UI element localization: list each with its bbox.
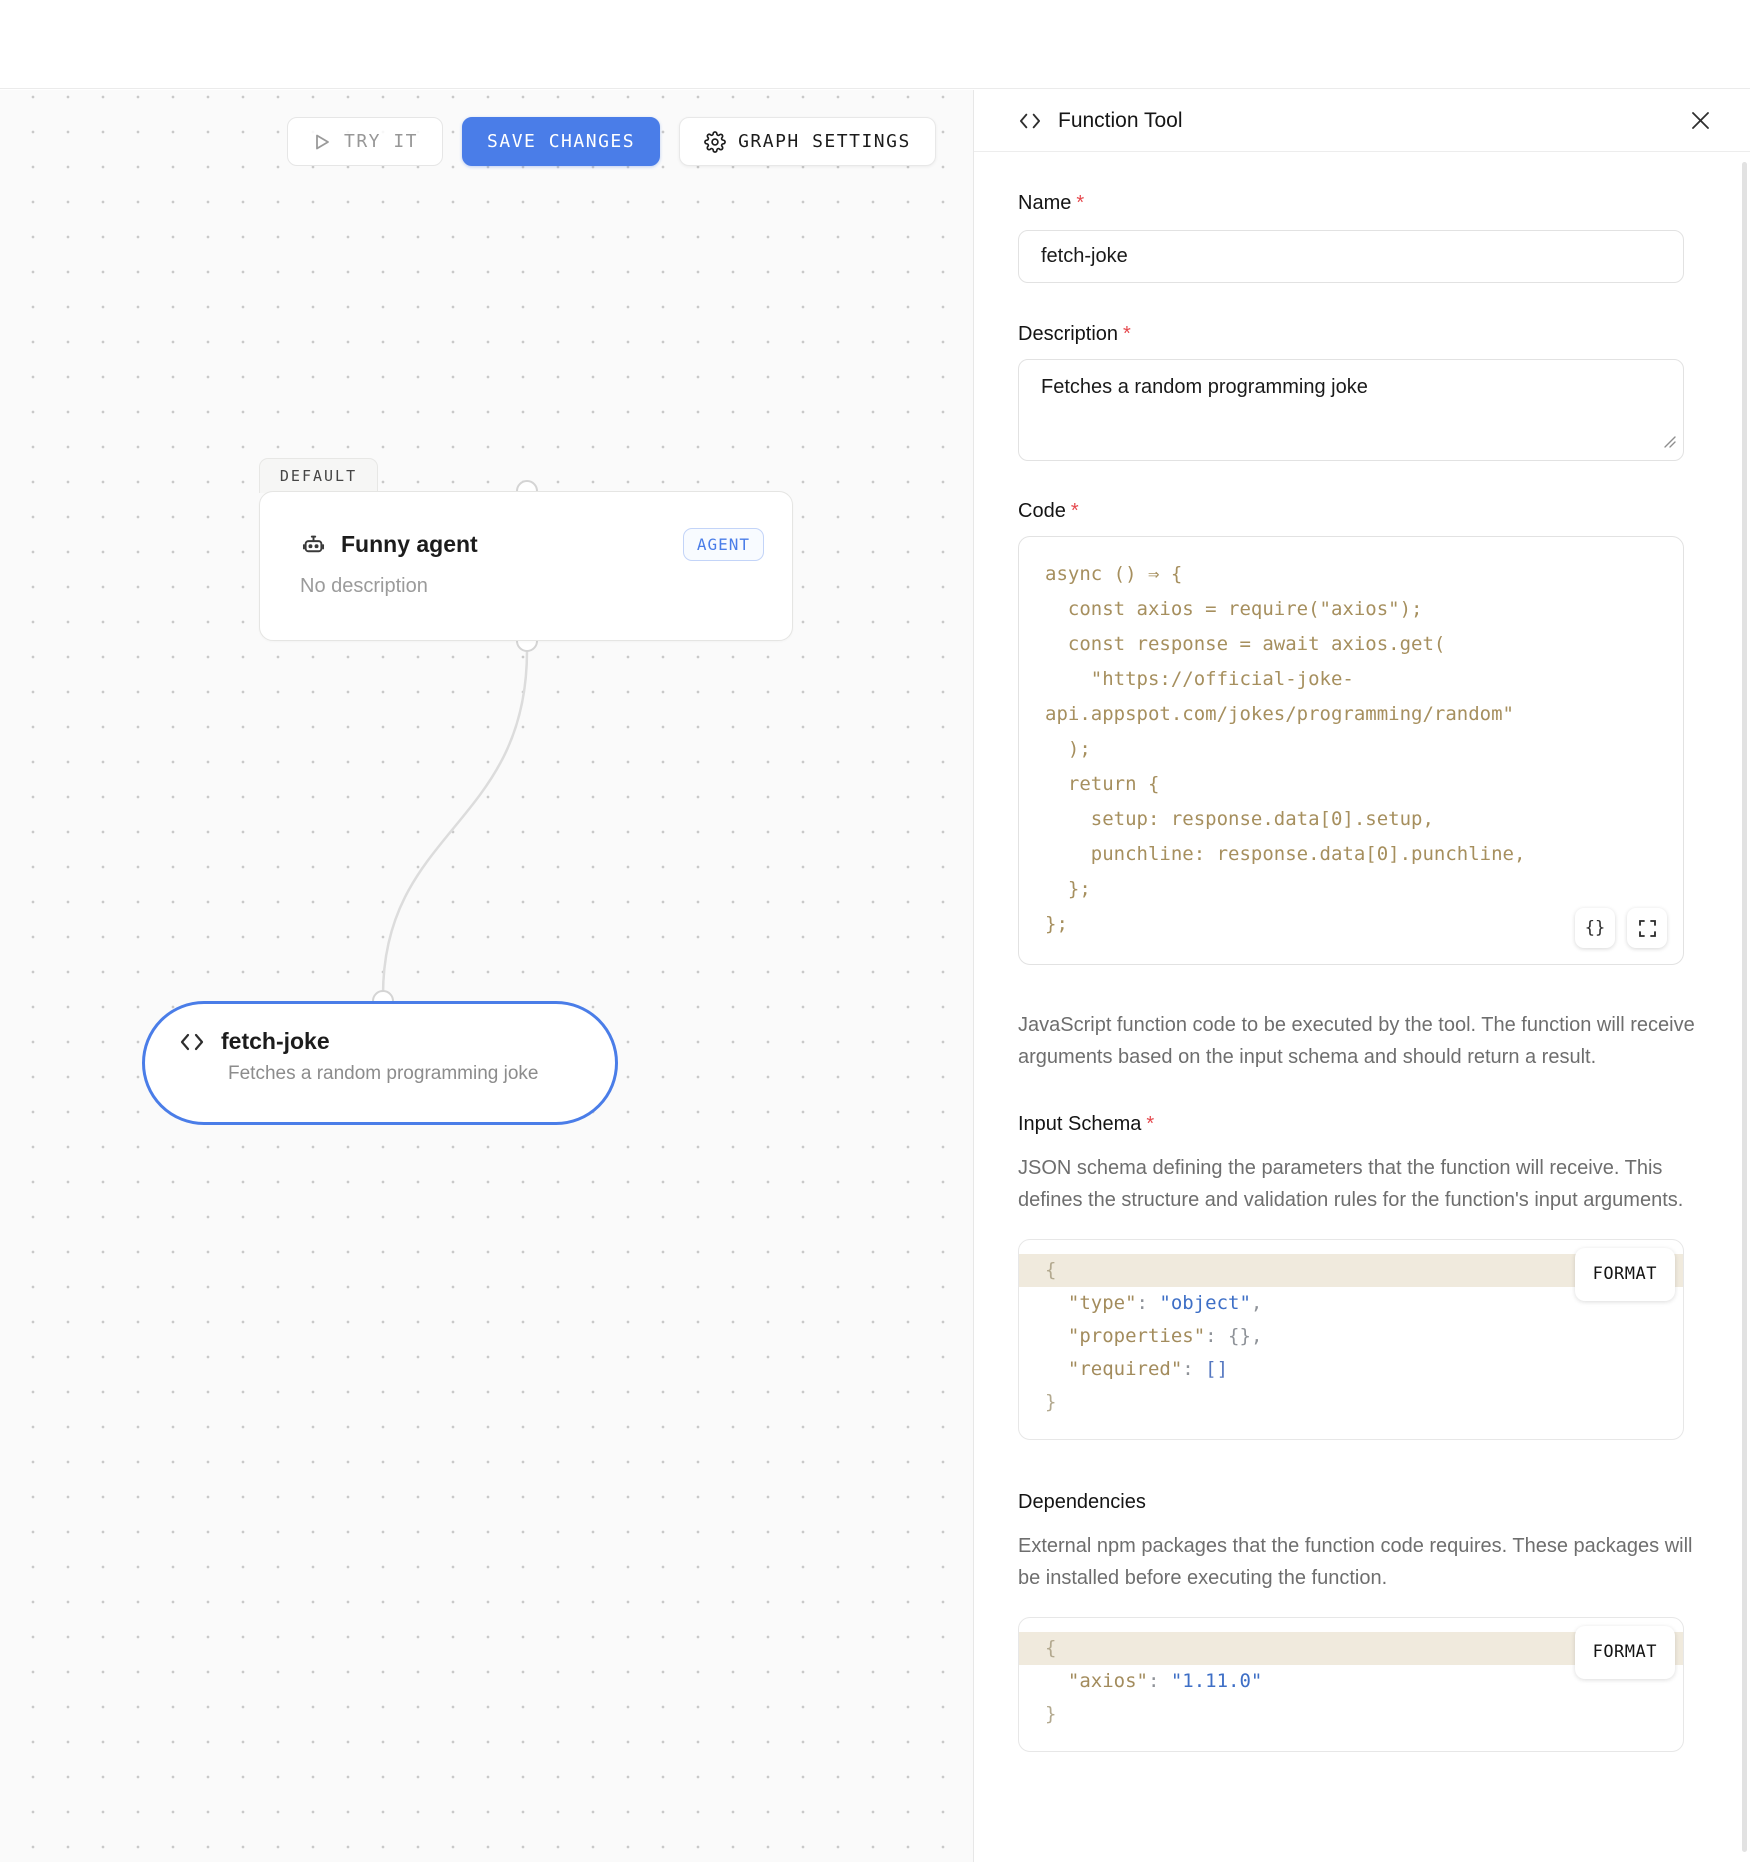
format-button[interactable]: FORMAT (1575, 1626, 1675, 1679)
name-label-text: Name (1018, 192, 1072, 214)
code-editor[interactable]: async () ⇒ { const axios = require("axios"); const response = await axios.get( "https://official-joke- api.appspot.com/jokes/programming/random" ); return { setup: response.data[0].setup, punchline: response.data[0].punchline, }; }; {} (1018, 536, 1684, 965)
name-field-label (1018, 192, 1710, 215)
braces-format-button[interactable]: {} (1575, 908, 1615, 948)
description-field-label (1018, 323, 1710, 346)
input-schema-label-text: Input Schema (1018, 1113, 1142, 1135)
top-bar (0, 0, 1750, 89)
code-field-label (1018, 500, 1710, 523)
canvas-toolbar (287, 117, 936, 166)
panel-header (974, 90, 1750, 152)
expand-fullscreen-button[interactable] (1627, 908, 1667, 948)
panel-body (974, 152, 1750, 1752)
edge-agent-to-tool (383, 651, 527, 995)
gear-icon (704, 131, 726, 153)
save-changes-button[interactable] (462, 117, 660, 166)
close-panel-button[interactable] (1686, 107, 1714, 135)
agent-type-badge: AGENT (683, 528, 764, 561)
edge-layer (0, 90, 973, 1862)
description-label-text: Description (1018, 323, 1119, 345)
description-textarea[interactable] (1018, 359, 1684, 461)
save-changes-label: SAVE CHANGES (487, 131, 636, 152)
description-textarea-value: Fetches a random programming joke (1041, 376, 1368, 398)
tool-node-description: Fetches a random programming joke (228, 1063, 539, 1084)
agent-node[interactable] (259, 491, 793, 641)
agent-node-title: Funny agent (341, 531, 478, 557)
tool-node-fetch-joke[interactable] (142, 1001, 618, 1125)
function-tool-panel (973, 90, 1750, 1862)
required-asterisk: * (1070, 500, 1079, 522)
code-label-text: Code (1018, 500, 1066, 522)
resize-handle-icon[interactable] (1662, 431, 1676, 454)
tool-node-title: fetch-joke (221, 1028, 330, 1054)
agent-node-description: No description (300, 575, 428, 597)
name-input-value: fetch-joke (1041, 245, 1128, 267)
code-brackets-icon (1018, 111, 1042, 131)
code-editor-actions (1575, 908, 1667, 948)
dependencies-label-text: Dependencies (1018, 1491, 1146, 1513)
graph-settings-button[interactable] (679, 117, 936, 166)
input-schema-editor[interactable]: { "type": "object", "properties": {}, "required": [] } FORMAT (1018, 1239, 1684, 1440)
dependencies-editor[interactable]: { "axios": "1.11.0" } FORMAT (1018, 1617, 1684, 1752)
panel-title: Function Tool (1058, 108, 1183, 132)
format-button[interactable]: FORMAT (1575, 1248, 1675, 1301)
default-group-tab-label: DEFAULT (279, 467, 358, 485)
required-asterisk: * (1146, 1113, 1155, 1135)
default-group-tab[interactable] (259, 458, 378, 493)
code-help-text: JavaScript function code to be executed by the tool. The function will receive arguments based on the input schema and should return a result. (1018, 1014, 1695, 1068)
try-it-button[interactable] (287, 117, 443, 166)
required-asterisk: * (1123, 323, 1131, 345)
dependencies-help-text: External npm packages that the function code requires. These packages will be installed before executing the function. (1018, 1535, 1693, 1589)
play-icon (312, 132, 332, 152)
input-schema-help-text: JSON schema defining the parameters that the function will receive. This defines the structure and validation rules for the function's input arguments. (1018, 1157, 1684, 1211)
panel-scrollbar[interactable] (1742, 162, 1747, 1852)
required-asterisk: * (1076, 192, 1085, 214)
graph-settings-label: GRAPH SETTINGS (738, 131, 911, 152)
name-input[interactable] (1018, 230, 1684, 283)
code-brackets-icon (179, 1031, 205, 1053)
robot-icon (300, 531, 327, 558)
input-schema-label (1018, 1113, 1710, 1136)
dependencies-label (1018, 1491, 1710, 1514)
graph-canvas[interactable] (0, 90, 973, 1862)
try-it-label: TRY IT (344, 131, 419, 152)
